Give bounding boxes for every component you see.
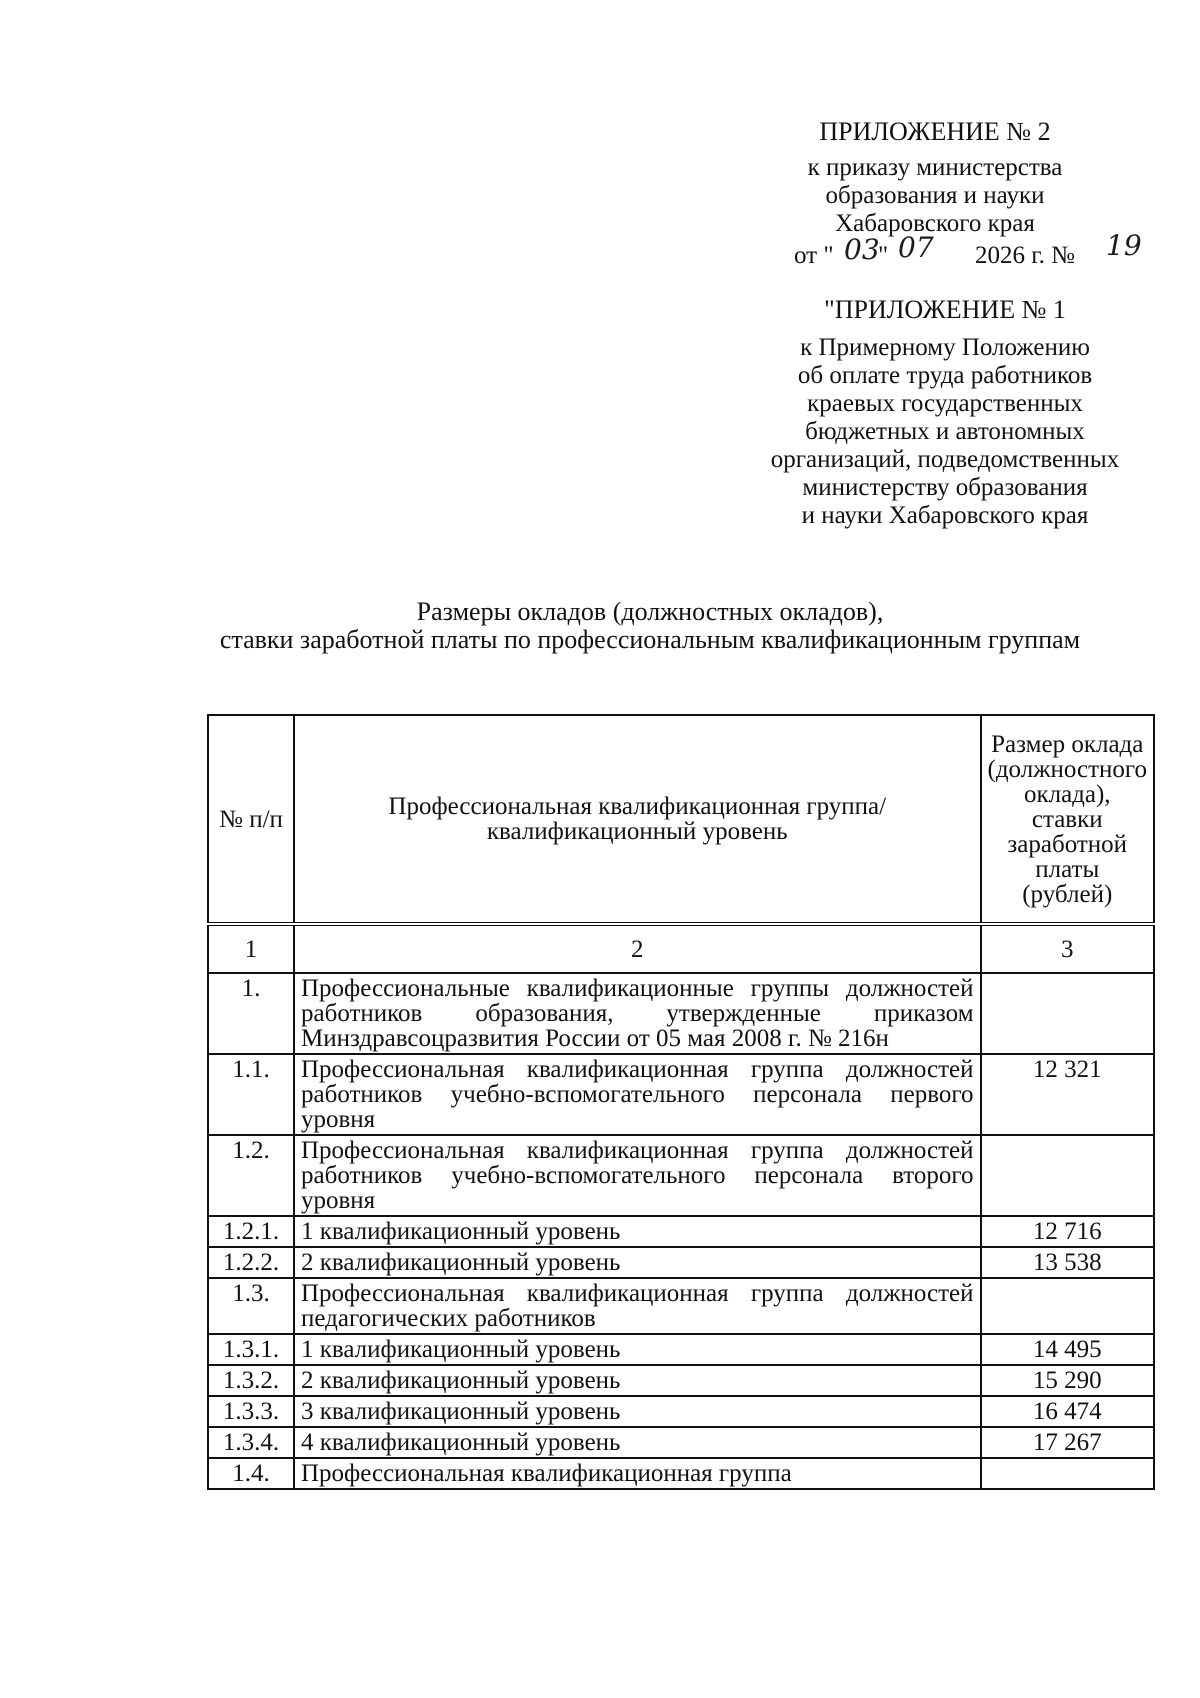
row-number: 1. xyxy=(208,973,294,1054)
date-year: 2026 г. № xyxy=(975,242,1076,269)
table-row xyxy=(208,1334,1154,1365)
row-number: 1.3.3. xyxy=(208,1396,294,1427)
appendix-1-block xyxy=(745,296,1145,530)
handwritten-day: 03 xyxy=(844,233,880,266)
column-index: 1 xyxy=(208,924,294,973)
table-row xyxy=(208,1216,1154,1247)
table-row xyxy=(208,1427,1154,1458)
title-line-1: Размеры окладов (должностных окладов), xyxy=(416,597,884,626)
header-group-name: Профессиональная квалификационная группа/квалификационный уровень xyxy=(294,715,981,924)
row-group-name: 4 квалификационный уровень xyxy=(294,1427,981,1458)
header-salary-size: Размер оклада (должностного оклада), ставки заработной платы (рублей) xyxy=(981,715,1154,924)
row-group-name: Профессиональная квалификационная группа xyxy=(294,1458,981,1489)
row-number: 1.3.1. xyxy=(208,1334,294,1365)
row-number: 1.3.2. xyxy=(208,1365,294,1396)
table-row xyxy=(208,1458,1154,1489)
row-salary-value: 16 474 xyxy=(981,1396,1154,1427)
document-title xyxy=(160,598,1140,654)
row-salary-value: 15 290 xyxy=(981,1365,1154,1396)
row-salary-value xyxy=(981,1458,1154,1489)
handwritten-month: 07 xyxy=(898,231,934,264)
appendix-1-line: к Примерному Положению xyxy=(800,334,1090,361)
title-line-2: ставки заработной платы по профессиональным квалификационным группам xyxy=(219,625,1081,654)
date-prefix: от " xyxy=(794,242,834,269)
row-salary-value xyxy=(981,973,1154,1054)
appendix-1-heading: "ПРИЛОЖЕНИЕ № 1 xyxy=(824,295,1066,324)
row-number: 1.2.1. xyxy=(208,1216,294,1247)
appendix-1-line: бюджетных и автономных xyxy=(805,418,1085,445)
table-row xyxy=(208,1054,1154,1135)
row-group-name: 1 квалификационный уровень xyxy=(294,1216,981,1247)
row-salary-value: 17 267 xyxy=(981,1427,1154,1458)
row-group-name: 2 квалификационный уровень xyxy=(294,1247,981,1278)
appendix-2-block xyxy=(770,117,1142,272)
table-row xyxy=(208,973,1154,1054)
row-group-name: Профессиональные квалификационные группы должностей работников образования, утвержденные приказом Минздравсоцразвития России от 05 мая 2008 г. № 216н xyxy=(294,973,981,1054)
row-salary-value: 13 538 xyxy=(981,1247,1154,1278)
appendix-1-line: организаций, подведомственных xyxy=(770,446,1120,473)
appendix-2-heading: ПРИЛОЖЕНИЕ № 2 xyxy=(819,117,1051,146)
row-group-name: 2 квалификационный уровень xyxy=(294,1365,981,1396)
row-group-name: Профессиональная квалификационная группа должностей педагогических работников xyxy=(294,1278,981,1334)
row-group-name: Профессиональная квалификационная группа должностей работников учебно-вспомогательного персонала второго уровня xyxy=(294,1135,981,1216)
row-group-name: Профессиональная квалификационная группа должностей работников учебно-вспомогательного персонала первого уровня xyxy=(294,1054,981,1135)
handwritten-order-number: 19 xyxy=(1106,229,1142,262)
row-number: 1.1. xyxy=(208,1054,294,1135)
table-row xyxy=(208,1396,1154,1427)
row-number: 1.3. xyxy=(208,1278,294,1334)
order-date-line xyxy=(770,229,1142,272)
table-row xyxy=(208,1135,1154,1216)
row-salary-value: 12 321 xyxy=(981,1054,1154,1135)
row-group-name: 3 квалификационный уровень xyxy=(294,1396,981,1427)
table-row xyxy=(208,1247,1154,1278)
row-number: 1.4. xyxy=(208,1458,294,1489)
appendix-1-line: и науки Хабаровского края xyxy=(801,502,1089,529)
date-separator: " xyxy=(878,242,889,269)
table-row xyxy=(208,1365,1154,1396)
appendix-2-line: Хабаровского края xyxy=(835,210,1035,237)
row-number: 1.2. xyxy=(208,1135,294,1216)
appendix-1-line: краевых государственных xyxy=(807,390,1083,417)
appendix-1-line: об оплате труда работников xyxy=(797,362,1093,389)
row-salary-value xyxy=(981,1135,1154,1216)
table-row xyxy=(208,1278,1154,1334)
row-salary-value: 14 495 xyxy=(981,1334,1154,1365)
salary-table xyxy=(207,714,1155,1490)
appendix-1-line: министерству образования xyxy=(802,474,1088,501)
appendix-2-line: к приказу министерства xyxy=(807,154,1063,181)
appendix-2-line: образования и науки xyxy=(825,182,1045,209)
row-number: 1.3.4. xyxy=(208,1427,294,1458)
row-salary-value: 12 716 xyxy=(981,1216,1154,1247)
column-index: 3 xyxy=(981,924,1154,973)
table-header-row xyxy=(208,715,1154,924)
column-index: 2 xyxy=(294,924,981,973)
row-group-name: 1 квалификационный уровень xyxy=(294,1334,981,1365)
column-index-row xyxy=(208,924,1154,973)
row-number: 1.2.2. xyxy=(208,1247,294,1278)
header-number: № п/п xyxy=(208,715,294,924)
row-salary-value xyxy=(981,1278,1154,1334)
